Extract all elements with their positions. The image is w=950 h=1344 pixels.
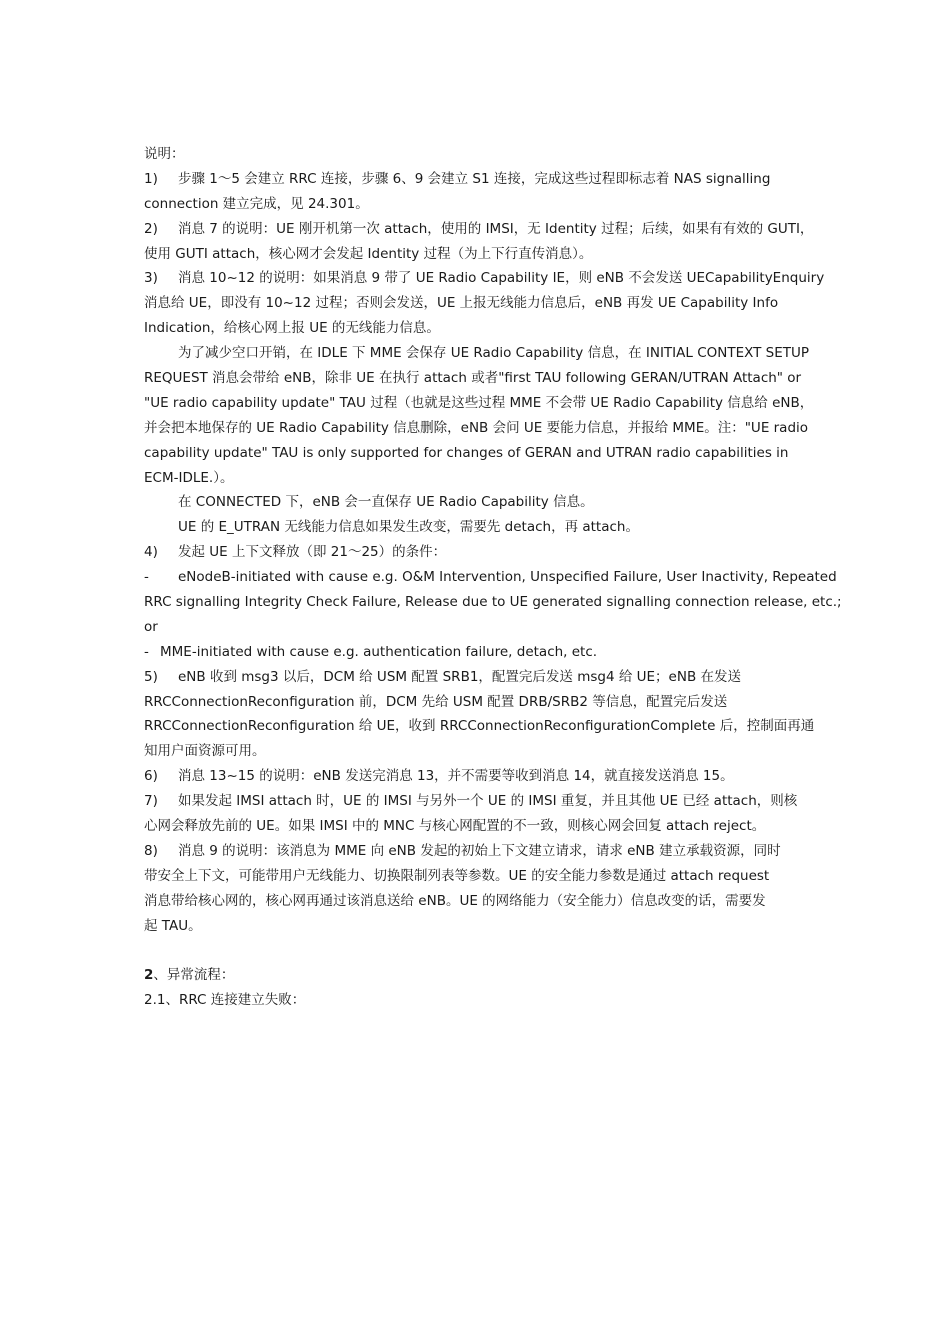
item-text: MME-initiated with cause e.g. authentication failure, detach, etc.: [160, 643, 598, 660]
item-text: eNodeB-initiated with cause e.g. O&M Intervention, Unspecified Failure, User Inactivity, Repeated: [178, 569, 837, 586]
item-text: 消息 7 的说明：UE 刚开机第一次 attach，使用的 IMSI，无 Identity 过程；后续，如果有有效的 GUTI，: [178, 220, 814, 237]
section-2-1-heading: 2.1、RRC 连接建立失败：: [144, 992, 306, 1009]
list-item-5-cont: RRCConnectionReconfiguration 前，DCM 先给 USM 配置 DRB/SRB2 等信息，配置完后发送: [144, 693, 728, 710]
document-page: [144, 142, 842, 1013]
section-number: 2: [144, 967, 154, 984]
item-text: 发起 UE 上下文释放（即 21～25）的条件：: [178, 544, 447, 561]
paragraph-line: 为了减少空口开销，在 IDLE 下 MME 会保存 UE Radio Capability 信息，在 INITIAL CONTEXT SETUP: [178, 345, 810, 362]
item-text: 如果发起 IMSI attach 时，UE 的 IMSI 与另外一个 UE 的 IMSI 重复，并且其他 UE 已经 attach，则核: [178, 793, 798, 810]
item-number: 4): [144, 544, 158, 561]
paragraph-line: 在 CONNECTED 下，eNB 会一直保存 UE Radio Capability 信息。: [178, 494, 594, 511]
list-item-5-cont: 知用户面资源可用。: [144, 743, 266, 760]
item-number: 3): [144, 270, 158, 287]
list-item-8: [144, 839, 810, 864]
list-item-8-cont: 带安全上下文，可能带用户无线能力、切换限制列表等参数。UE 的安全能力参数是通过 attach request: [144, 867, 770, 884]
item-text: 消息 10~12 的说明：如果消息 9 带了 UE Radio Capability IE，则 eNB 不会发送 UECapabilityEnquiry: [178, 270, 825, 287]
item-number: 2): [144, 220, 158, 237]
item-number: 7): [144, 793, 158, 810]
item-text: 步骤 1～5 会建立 RRC 连接，步骤 6、9 会建立 S1 连接，完成这些过程即标志着 NAS signalling: [178, 170, 771, 187]
list-item-1: [144, 167, 810, 192]
item-text: 消息 9 的说明：该消息为 MME 向 eNB 发起的初始上下文建立请求，请求 eNB 建立承载资源，同时: [178, 842, 781, 859]
list-item-8-cont: 消息带给核心网的，核心网再通过该消息送给 eNB。UE 的网络能力（安全能力）信息改变的话，需要发: [144, 892, 766, 909]
note-heading: 说明：: [144, 146, 185, 162]
item-text: 消息 13~15 的说明：eNB 发送完消息 13，并不需要等收到消息 14，就直接发送消息 15。: [178, 768, 734, 785]
dash-item-1: [144, 565, 837, 590]
list-item-7-cont: 心网会释放先前的 UE。如果 IMSI 中的 MNC 与核心网配置的不一致，则核心网会回复 attach reject。: [144, 818, 766, 835]
list-item-6: [144, 764, 810, 789]
paragraph-line: capability update" TAU is only supported for changes of GERAN and UTRAN radio capabilities in: [144, 444, 789, 461]
list-item-2-cont: 使用 GUTI attach，核心网才会发起 Identity 过程（为上下行直传消息）。: [144, 245, 593, 262]
dash-item-1-cont: RRC signalling Integrity Check Failure, Release due to UE generated signalling connection release, etc.;: [144, 594, 842, 611]
dash-mark: -: [144, 569, 149, 586]
item-text: eNB 收到 msg3 以后，DCM 给 USM 配置 SRB1，配置完后发送 msg4 给 UE；eNB 在发送: [178, 668, 741, 685]
paragraph-line: REQUEST 消息会带给 eNB，除非 UE 在执行 attach 或者"first TAU following GERAN/UTRAN Attach" or: [144, 370, 802, 387]
dash-item-2: [144, 640, 810, 665]
item-number: 8): [144, 842, 158, 859]
section-2-heading: [144, 963, 810, 988]
list-item-5: [144, 665, 810, 690]
paragraph-line: "UE radio capability update" TAU 过程（也就是这些过程 MME 不会带 UE Radio Capability 信息给 eNB，: [144, 394, 814, 411]
list-item-3: [144, 266, 825, 291]
paragraph-line: UE 的 E_UTRAN 无线能力信息如果发生改变，需要先 detach，再 attach。: [178, 519, 639, 536]
item-number: 1): [144, 170, 158, 187]
dash-mark: -: [144, 643, 149, 660]
paragraph-line: 并会把本地保存的 UE Radio Capability 信息删除，eNB 会问 UE 要能力信息，并报给 MME。注："UE radio: [144, 419, 809, 436]
list-item-8-cont: 起 TAU。: [144, 917, 202, 934]
list-item-3-cont: Indication，给核心网上报 UE 的无线能力信息。: [144, 320, 440, 337]
paragraph-line: ECM-IDLE.）。: [144, 469, 234, 486]
spacer: [144, 939, 810, 964]
list-item-4: [144, 540, 810, 565]
dash-item-1-cont: or: [144, 618, 158, 635]
item-number: 6): [144, 768, 158, 785]
list-item-2: [144, 217, 814, 242]
section-title: 、异常流程：: [153, 967, 235, 984]
list-item-7: [144, 789, 810, 814]
item-number: 5): [144, 668, 158, 685]
list-item-5-cont: RRCConnectionReconfiguration 给 UE，收到 RRCConnectionReconfigurationComplete 后，控制面再通: [144, 718, 815, 735]
list-item-1-cont: connection 建立完成，见 24.301。: [144, 195, 369, 212]
list-item-3-cont: 消息给 UE，即没有 10~12 过程；否则会发送，UE 上报无线能力信息后，eNB 再发 UE Capability Info: [144, 295, 779, 312]
